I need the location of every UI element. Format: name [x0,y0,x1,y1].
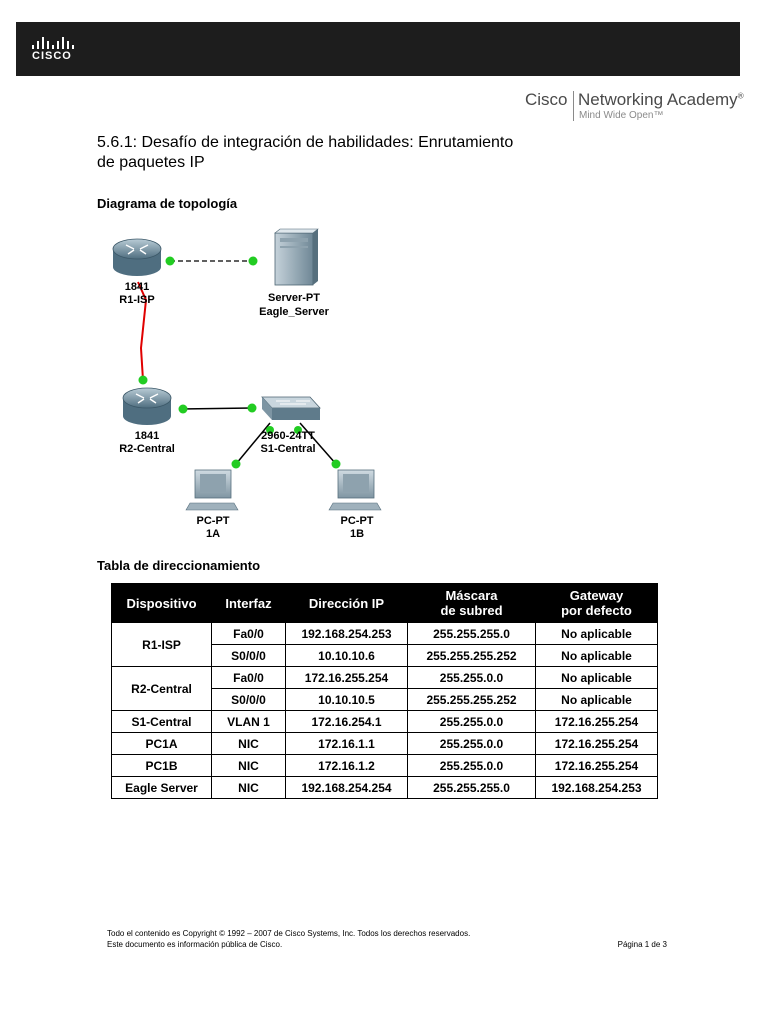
table-header-row [112,584,658,623]
router-r1-icon [113,239,161,276]
cell-interface: VLAN 1 [212,711,286,733]
server-name-label: Eagle_Server [259,306,329,318]
pc1b-name-label: 1B [349,528,365,540]
pc1b-model-label: PC-PT [340,515,374,527]
cell-device: Eagle Server [112,777,212,799]
cell-gateway: No aplicable [536,689,658,711]
cell-device: S1-Central [112,711,212,733]
academy-brand-cisco: Cisco [525,90,568,109]
cell-gateway: 172.16.255.254 [536,711,658,733]
port-indicator-server [249,257,258,266]
table-row [112,667,658,689]
cell-interface: Fa0/0 [212,667,286,689]
top-banner [16,22,740,76]
cell-ip: 172.16.1.2 [286,755,408,777]
cell-interface: S0/0/0 [212,689,286,711]
table-row [112,733,658,755]
addressing-table [111,583,658,799]
cell-ip: 172.16.254.1 [286,711,408,733]
cell-ip: 10.10.10.6 [286,645,408,667]
r2-model-label: 1841 [134,430,160,442]
cell-mask: 255.255.0.0 [408,667,536,689]
r1-name-label: R1-ISP [119,294,155,306]
table-row [112,777,658,799]
topology-heading: Diagrama de topología [97,196,238,211]
port-indicator-s1-uplink [248,404,257,413]
port-indicator-pc1a [232,460,241,469]
header-gateway [536,584,658,623]
s1-name-label: S1-Central [260,443,316,455]
registered-mark: ® [737,91,744,101]
page-number: Página 1 de 3 [617,940,667,949]
server-icon [275,229,318,285]
port-indicator-r1-fa0 [166,257,175,266]
r1-model-label: 1841 [124,281,150,293]
pc1a-model-label: PC-PT [196,515,230,527]
cisco-logo [30,34,90,66]
switch-icon [262,397,320,420]
header-interfaz: Interfaz [212,584,286,623]
server-model-label: Server-PT [268,292,320,304]
cell-mask: 255.255.255.252 [408,689,536,711]
cell-mask: 255.255.0.0 [408,755,536,777]
cell-gateway: No aplicable [536,667,658,689]
cell-interface: NIC [212,755,286,777]
cell-gateway: 192.168.254.253 [536,777,658,799]
footer-copyright: Todo el contenido es Copyright © 1992 – 2007 de Cisco Systems, Inc. Todos los derechos reservados. [107,929,471,938]
cell-interface: S0/0/0 [212,645,286,667]
cell-gateway: 172.16.255.254 [536,755,658,777]
page-footer [107,928,667,950]
cell-interface: NIC [212,733,286,755]
header-gateway-line2: por defecto [561,603,632,618]
table-heading: Tabla de direccionamiento [97,558,261,573]
cell-gateway: No aplicable [536,645,658,667]
cell-ip: 172.16.255.254 [286,667,408,689]
cisco-bars-icon [32,36,84,49]
cell-interface: Fa0/0 [212,623,286,645]
port-indicator-pc1b [332,460,341,469]
cell-device: R1-ISP [112,623,212,667]
table-row [112,623,658,645]
port-indicator-r2-fa0 [179,405,188,414]
port-indicator-r2-s0 [139,376,148,385]
cell-ip: 192.168.254.253 [286,623,408,645]
header-gateway-line1: Gateway [569,588,624,603]
r2-name-label: R2-Central [119,443,175,455]
cell-gateway: 172.16.255.254 [536,733,658,755]
table-row [112,755,658,777]
pc-1a-icon [186,470,238,510]
header-mascara-line2: de subred [440,603,503,618]
academy-name [578,90,744,110]
page-title [97,133,617,173]
pc-1b-icon [329,470,381,510]
table-row [112,711,658,733]
footer-public-info: Este documento es información pública de Cisco. [107,940,283,949]
cell-ip: 10.10.10.5 [286,689,408,711]
router-r2-icon [123,388,171,425]
s1-model-label: 2960-24TT [261,430,315,442]
cell-gateway: No aplicable [536,623,658,645]
link-r2-s1 [180,408,252,409]
header-dispositivo: Dispositivo [112,584,212,623]
cell-interface: NIC [212,777,286,799]
academy-name-text: Networking Academy [578,90,738,109]
cell-mask: 255.255.255.252 [408,645,536,667]
cisco-wordmark: CISCO [32,50,72,62]
cell-device: PC1B [112,755,212,777]
pc1a-name-label: 1A [205,528,221,540]
cell-mask: 255.255.255.0 [408,777,536,799]
title-line-2: de paquetes IP [97,154,205,171]
cell-mask: 255.255.0.0 [408,711,536,733]
cell-ip: 172.16.1.1 [286,733,408,755]
academy-tagline: Mind Wide Open™ [579,110,664,121]
cell-device: PC1A [112,733,212,755]
topology-diagram [100,220,400,550]
cell-ip: 192.168.254.254 [286,777,408,799]
header-mascara [408,584,536,623]
header-direccion-ip: Dirección IP [286,584,408,623]
cell-mask: 255.255.0.0 [408,733,536,755]
cell-device: R2-Central [112,667,212,711]
cell-mask: 255.255.255.0 [408,623,536,645]
title-line-1: 5.6.1: Desafío de integración de habilidades: Enrutamiento [97,134,514,151]
header-mascara-line1: Máscara [445,588,498,603]
brand-divider [573,91,574,121]
